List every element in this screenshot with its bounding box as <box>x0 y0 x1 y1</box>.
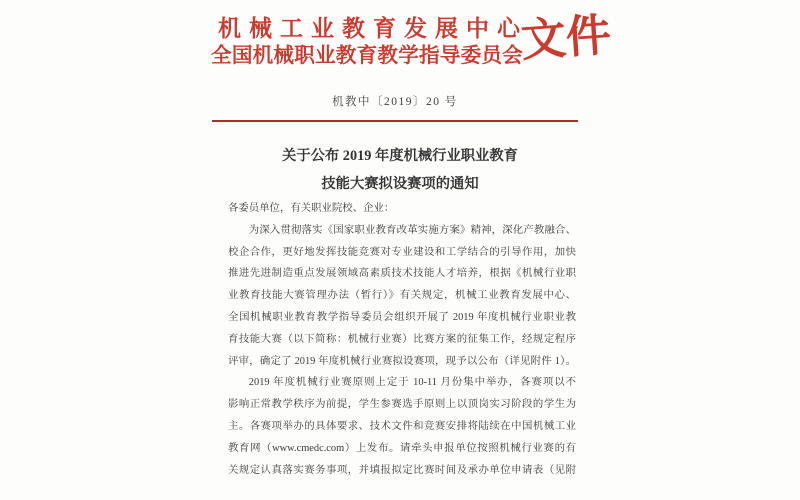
document-type-label: 文件 <box>519 9 613 67</box>
body-line: 业教育技能大赛管理办法（暂行）》有关规定，机械工业教育发展中心、 <box>228 290 576 302</box>
body-line: 教育网（www.cmedc.com）上发布。请牵头申报单位按照机械行业赛的有 <box>228 442 576 454</box>
document-title-line-1: 关于公布 2019 年度机械行业职业教育 <box>282 148 518 164</box>
document-number: 机教中〔2019〕20 号 <box>332 96 458 108</box>
body-line: 影响正常教学秩序为前提，学生参赛选手原则上以顶岗实习阶段的学生为 <box>228 399 576 411</box>
body-line: 主。各赛项举办的具体要求、技术文件和竞赛安排将陆续在中国机械工业 <box>228 420 576 432</box>
body-line: 评审，确定了 2019 年度机械行业赛拟设赛项，现予以公布（详见附件 1）。 <box>228 355 576 367</box>
red-divider-line <box>212 120 578 122</box>
body-line: 2019 年度机械行业赛原则上定于 10-11 月份集中举办，各赛项以不 <box>248 377 576 389</box>
letterhead <box>210 15 528 69</box>
org-name-secondary: 全国机械职业教育教学指导委员会 <box>211 45 523 67</box>
body-line: 关规定认真落实赛务事项，并填报拟定比赛时间及承办单位申请表（见附 <box>228 464 576 476</box>
body-line: 为深入贯彻落实《国家职业教育改革实施方案》精神，深化产教融合、 <box>248 224 576 236</box>
body-line: 推进先进制造重点发展领域高素质技术技能人才培养，根据《机械行业职 <box>228 268 576 280</box>
org-name-primary: 机械工业教育发展中心 <box>218 16 528 41</box>
document-title <box>210 143 590 198</box>
document-title-line-2: 技能大赛拟设赛项的通知 <box>321 175 479 192</box>
body-line-salutation: 各委员单位，有关职业院校、企业： <box>228 203 395 214</box>
body-line: 全国机械职业教育教学指导委员会组织开展了 2019 年度机械行业职业教 <box>228 311 576 323</box>
document-body <box>228 198 576 481</box>
body-line: 校企合作，更好地发挥技能竞赛对专业建设和工学结合的引导作用，加快 <box>228 246 576 258</box>
body-line: 育技能大赛（以下简称：机械行业赛）比赛方案的征集工作，经规定程序 <box>228 333 576 345</box>
